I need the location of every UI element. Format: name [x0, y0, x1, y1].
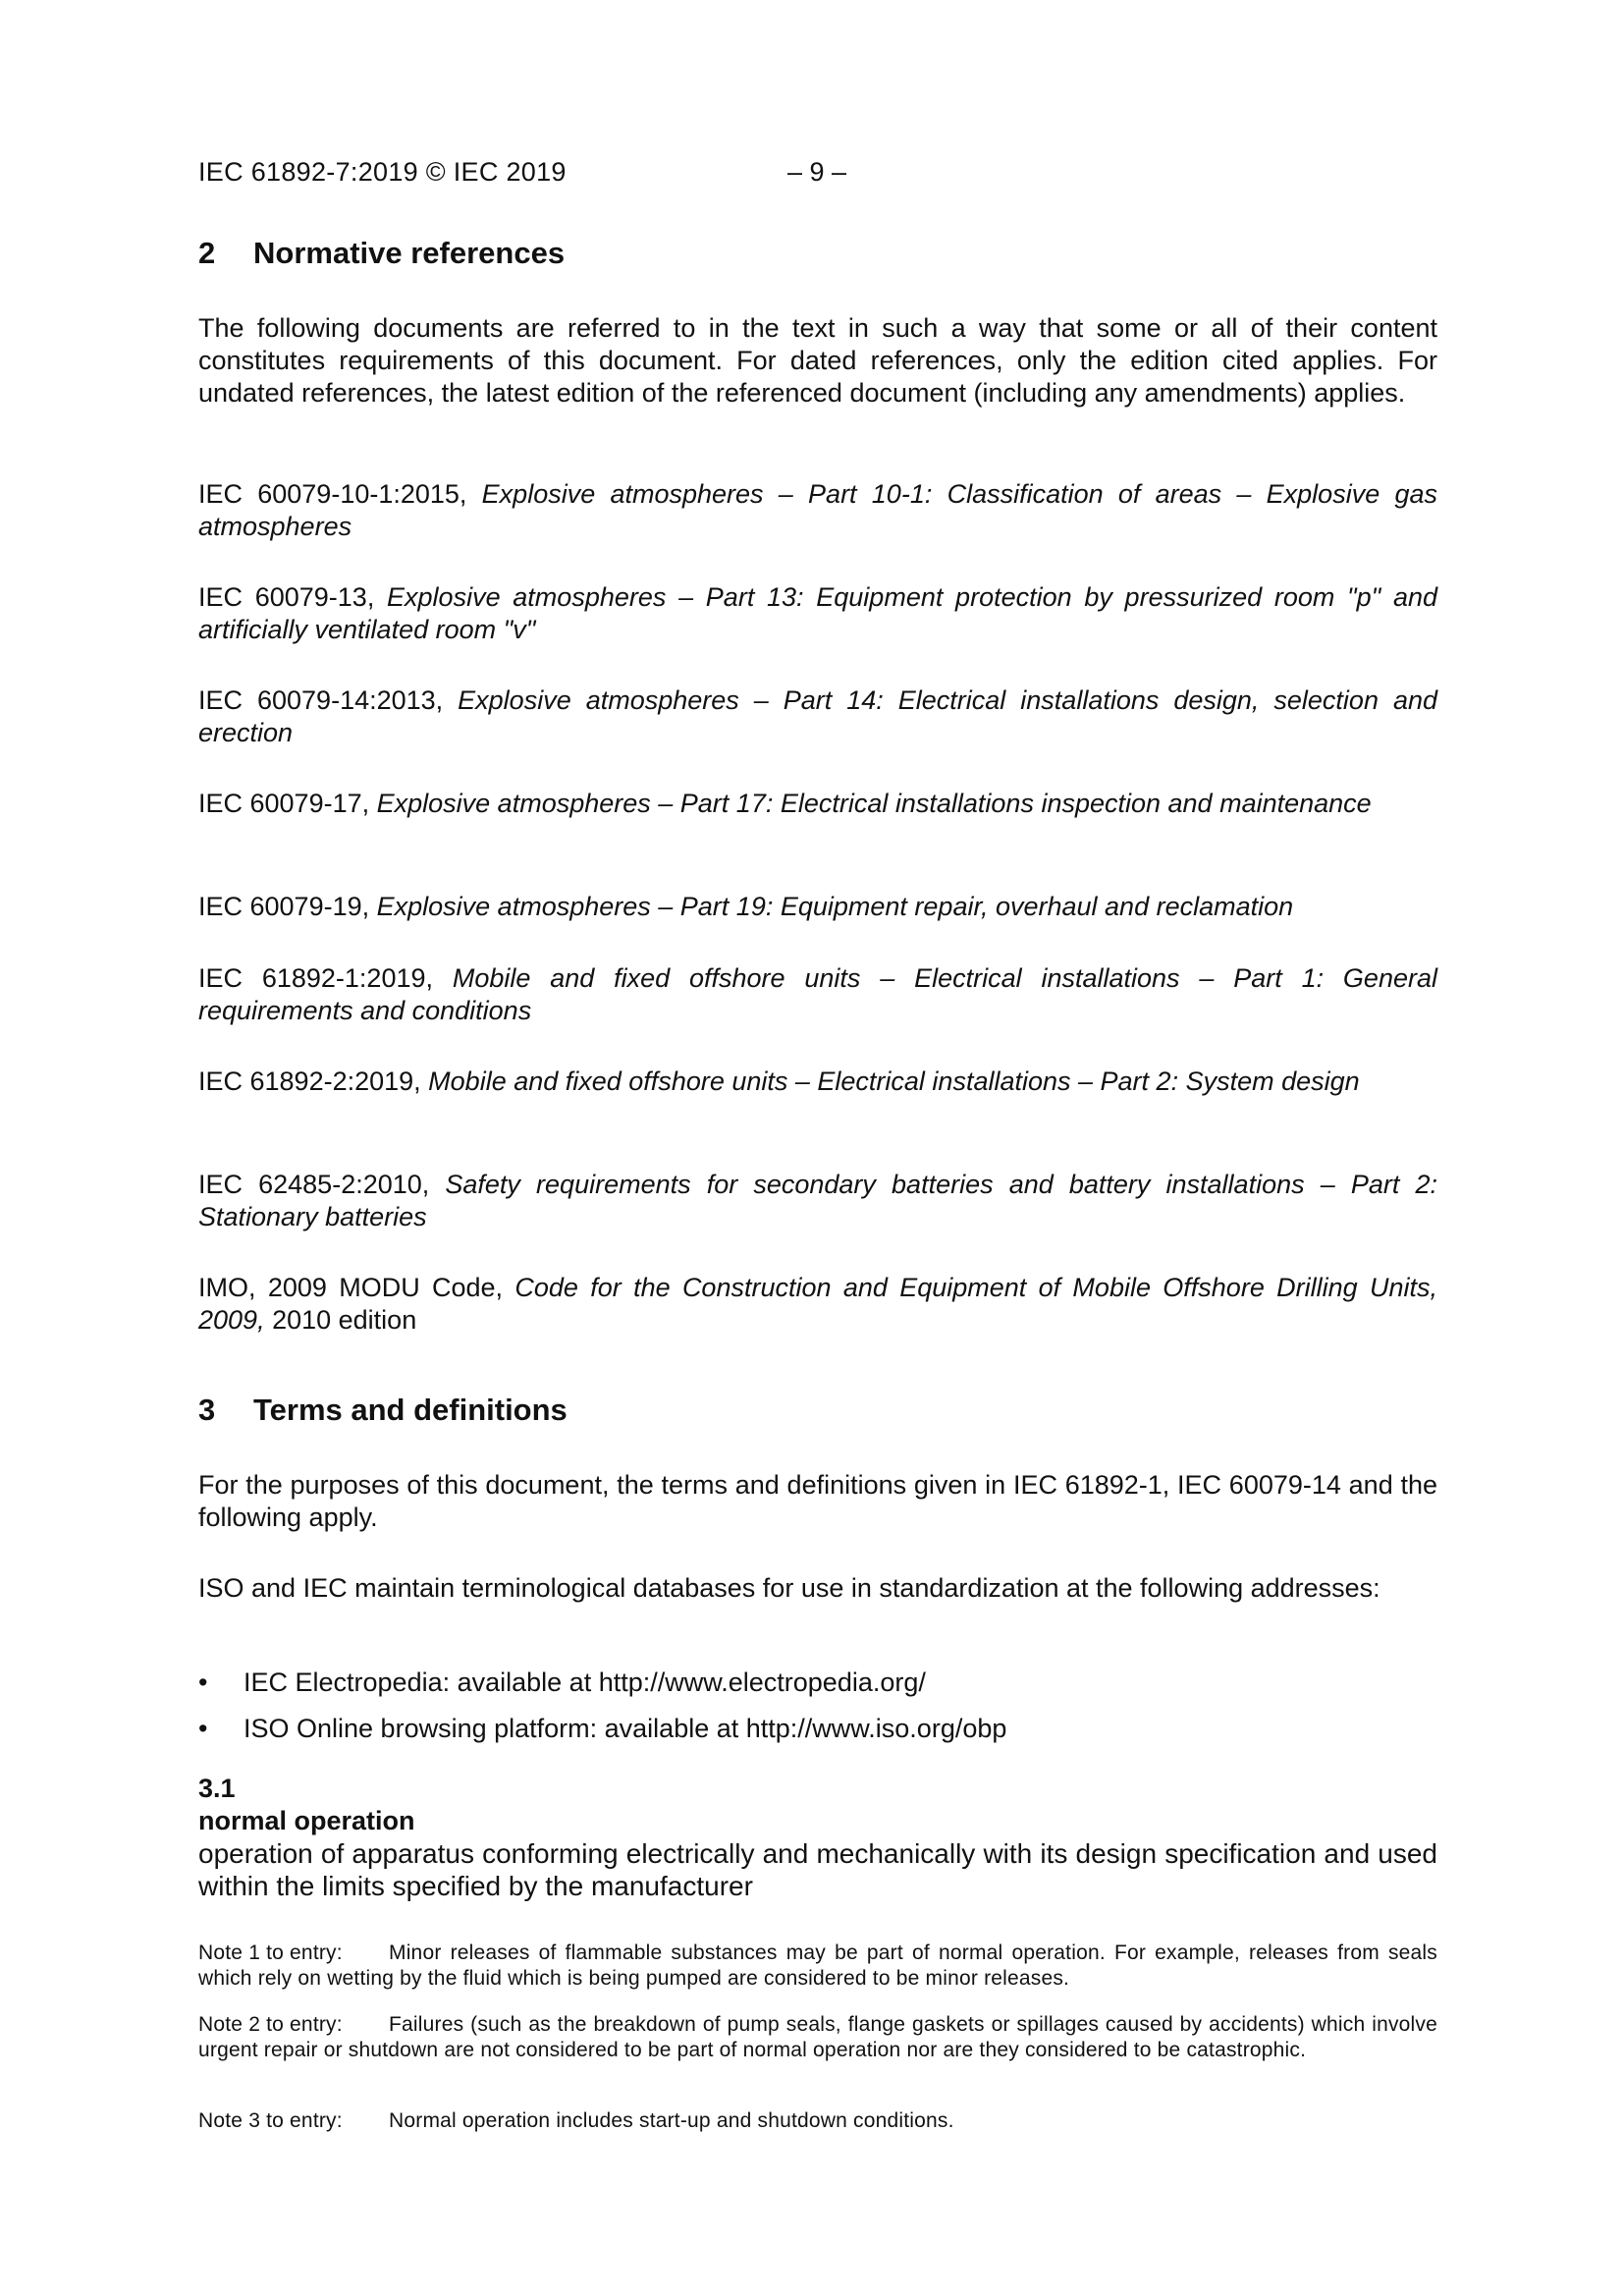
bullet-item: [198, 1714, 1006, 1744]
reference-suffix: 2010 edition: [264, 1305, 417, 1335]
reference-title: Safety requirements for secondary batteries and battery installations – Part 2: Stationary batteries: [198, 1170, 1437, 1231]
note-text: Minor releases of flammable substances may be part of normal operation. For example, releases from seals which rely on wetting by the fluid which is being pumped are considered to be minor releases.: [198, 1941, 1437, 1990]
reference-title: Explosive atmospheres – Part 13: Equipment protection by pressurized room "p" and artificially ventilated room "v": [198, 582, 1437, 644]
reference-item: [198, 1169, 1437, 1233]
reference-code: IEC 60079-14:2013,: [198, 685, 459, 715]
section-number: 3: [198, 1393, 216, 1427]
section-2-heading: [198, 236, 565, 271]
running-header-doc-id: IEC 61892-7:2019 © IEC 2019: [198, 157, 567, 187]
reference-code: IEC 60079-10-1:2015,: [198, 479, 482, 509]
terminology-databases-intro: ISO and IEC maintain terminological databases for use in standardization at the following addresses:: [198, 1573, 1380, 1603]
reference-item: [198, 478, 1437, 543]
section-number: 2: [198, 236, 216, 270]
running-header-page-number: – 9 –: [787, 157, 847, 187]
reference-code: IEC 62485-2:2010,: [198, 1170, 446, 1199]
reference-code: IEC 60079-17,: [198, 789, 377, 818]
reference-item: [198, 962, 1437, 1027]
reference-code: IEC 61892-1:2019,: [198, 963, 453, 993]
reference-item: [198, 891, 1437, 923]
section-title: Terms and definitions: [253, 1393, 568, 1427]
reference-item: [198, 581, 1437, 646]
reference-title: Explosive atmospheres – Part 14: Electrical installations design, selection and erection: [198, 685, 1438, 747]
bullet-item: [198, 1667, 926, 1698]
section-3-heading: [198, 1393, 568, 1428]
bullet-icon: •: [198, 1667, 208, 1697]
note-text: Failures (such as the breakdown of pump seals, flange gaskets or spillages caused by accidents) which involve urgent repair or shutdown are not considered to be part of normal operation nor are they considered to be catastrophic.: [198, 2013, 1437, 2061]
note-label: Note 2 to entry:: [198, 2013, 343, 2036]
reference-code: IEC 61892-2:2019,: [198, 1066, 429, 1096]
reference-item: [198, 684, 1437, 749]
section-3-intro: For the purposes of this document, the terms and definitions given in IEC 61892-1, IEC 60079-14 and the following apply.: [198, 1470, 1437, 1532]
note-to-entry: [198, 1941, 1437, 1992]
reference-item: [198, 1066, 1437, 1098]
reference-title: Mobile and fixed offshore units – Electrical installations – Part 2: System design: [428, 1066, 1360, 1096]
section-title: Normative references: [253, 236, 566, 270]
reference-title: Explosive atmospheres – Part 10-1: Classification of areas – Explosive gas atmospheres: [198, 479, 1437, 541]
note-label: Note 1 to entry:: [198, 1941, 343, 1964]
reference-code: IEC 60079-13,: [198, 582, 388, 612]
note-to-entry: [198, 2108, 1437, 2134]
reference-item: [198, 1272, 1437, 1337]
note-to-entry: [198, 2012, 1437, 2063]
section-2-intro: The following documents are referred to in the text in such a way that some or all of their content constitutes requirements of this document. For dated references, only the edition cited applies. For undated references, the latest edition of the referenced document (including any amendments) applies.: [198, 313, 1437, 408]
reference-code: IMO, 2009 MODU Code,: [198, 1273, 515, 1302]
note-text: Normal operation includes start-up and shutdown conditions.: [389, 2109, 954, 2132]
note-label: Note 3 to entry:: [198, 2109, 343, 2132]
reference-title: Explosive atmospheres – Part 17: Electrical installations inspection and maintenance: [376, 789, 1372, 818]
reference-item: [198, 788, 1437, 820]
term-number: 3.1: [198, 1774, 236, 1803]
bullet-icon: •: [198, 1714, 208, 1743]
reference-title: Code for the Construction and Equipment of Mobile Offshore Drilling Units, 2009,: [198, 1273, 1438, 1335]
reference-code: IEC 60079-19,: [198, 892, 377, 921]
bullet-text: IEC Electropedia: available at http://www.electropedia.org/: [243, 1667, 926, 1697]
reference-title: Explosive atmospheres – Part 19: Equipment repair, overhaul and reclamation: [376, 892, 1294, 921]
bullet-text: ISO Online browsing platform: available at http://www.iso.org/obp: [243, 1714, 1007, 1743]
term-name: normal operation: [198, 1806, 415, 1835]
reference-title: Mobile and fixed offshore units – Electrical installations – Part 1: General requirements and conditions: [198, 963, 1437, 1025]
term-definition: operation of apparatus conforming electrically and mechanically with its design specification and used within the limits specified by the manufacturer: [198, 1838, 1437, 1901]
